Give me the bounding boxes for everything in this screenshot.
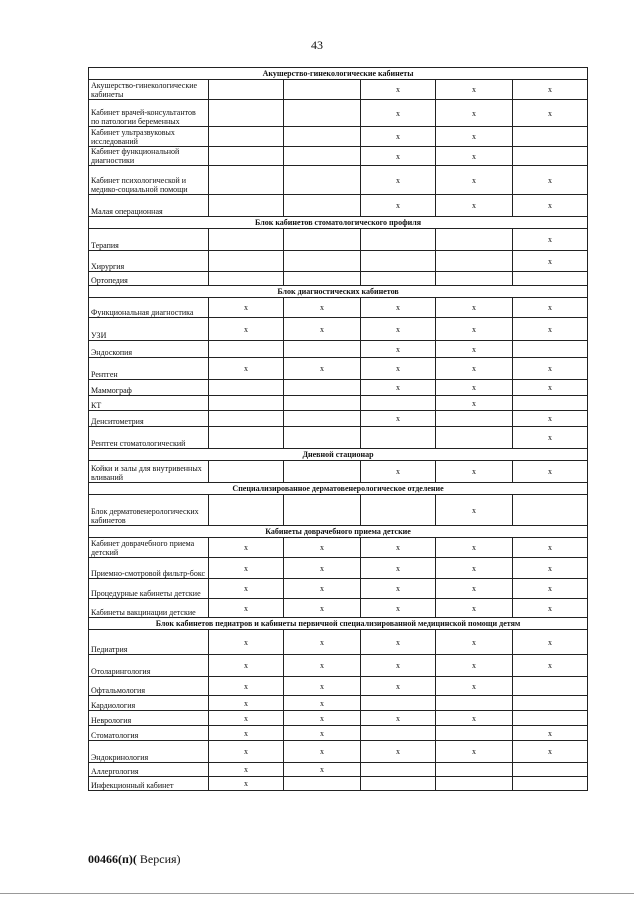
table-row <box>89 538 588 558</box>
table-row <box>89 558 588 579</box>
section-header <box>89 286 588 298</box>
section-title: Блок кабинетов педиатров и кабинеты первичной специализированной медицинской помощи детям <box>89 618 588 630</box>
section-header <box>89 217 588 229</box>
mark-cell: х <box>284 677 361 696</box>
mark-cell: х <box>436 100 513 127</box>
mark-cell <box>284 495 361 526</box>
mark-cell <box>284 341 361 358</box>
mark-cell <box>209 166 284 195</box>
mark-cell: х <box>209 741 284 763</box>
mark-cell: х <box>209 579 284 599</box>
table-row <box>89 677 588 696</box>
table-body <box>89 68 588 791</box>
mark-cell <box>209 272 284 286</box>
mark-cell <box>361 427 436 449</box>
mark-cell: х <box>284 655 361 677</box>
mark-cell: х <box>513 318 588 341</box>
mark-cell <box>436 251 513 272</box>
mark-cell <box>209 100 284 127</box>
row-name: Маммограф <box>89 380 209 396</box>
mark-cell: х <box>513 599 588 618</box>
table-row <box>89 127 588 147</box>
row-name: Акушерство-гинекологические кабинеты <box>89 80 209 100</box>
mark-cell: х <box>513 166 588 195</box>
mark-cell: х <box>513 741 588 763</box>
mark-cell: х <box>436 461 513 483</box>
mark-cell <box>513 711 588 726</box>
mark-cell: х <box>284 630 361 655</box>
row-name: Малая операционная <box>89 195 209 217</box>
mark-cell: х <box>361 411 436 427</box>
mark-cell <box>209 251 284 272</box>
mark-cell <box>513 777 588 791</box>
mark-cell <box>209 341 284 358</box>
mark-cell: х <box>513 229 588 251</box>
row-name: Хирургия <box>89 251 209 272</box>
mark-cell: х <box>436 341 513 358</box>
mark-cell: х <box>513 411 588 427</box>
mark-cell <box>513 147 588 166</box>
mark-cell <box>284 461 361 483</box>
mark-cell <box>209 229 284 251</box>
mark-cell: х <box>513 358 588 380</box>
mark-cell <box>284 127 361 147</box>
row-name: Приемно-смотровой фильтр-бокс <box>89 558 209 579</box>
mark-cell <box>361 696 436 711</box>
mark-cell: х <box>209 558 284 579</box>
mark-cell: х <box>436 80 513 100</box>
table-row <box>89 100 588 127</box>
mark-cell: х <box>361 677 436 696</box>
mark-cell: х <box>361 579 436 599</box>
table-row <box>89 166 588 195</box>
mark-cell: х <box>436 396 513 411</box>
mark-cell <box>209 127 284 147</box>
mark-cell: х <box>436 358 513 380</box>
mark-cell: х <box>513 579 588 599</box>
mark-cell: х <box>436 677 513 696</box>
section-title: Акушерство-гинекологические кабинеты <box>89 68 588 80</box>
row-name: Кабинет доврачебного приема детский <box>89 538 209 558</box>
row-name: Стоматология <box>89 726 209 741</box>
mark-cell: х <box>436 599 513 618</box>
mark-cell <box>284 251 361 272</box>
row-name: Ортопедия <box>89 272 209 286</box>
mark-cell: х <box>284 579 361 599</box>
mark-cell <box>513 272 588 286</box>
document-version: Версия) <box>136 852 181 866</box>
mark-cell: х <box>436 166 513 195</box>
mark-cell <box>361 777 436 791</box>
table-row <box>89 741 588 763</box>
table-row <box>89 358 588 380</box>
mark-cell <box>361 763 436 777</box>
page-number: 43 <box>311 38 323 52</box>
mark-cell: х <box>361 711 436 726</box>
mark-cell: х <box>436 630 513 655</box>
mark-cell: х <box>361 538 436 558</box>
mark-cell: х <box>209 726 284 741</box>
mark-cell: х <box>209 538 284 558</box>
table-row <box>89 763 588 777</box>
mark-cell: х <box>436 711 513 726</box>
table-row <box>89 726 588 741</box>
mark-cell: х <box>361 741 436 763</box>
mark-cell: х <box>436 579 513 599</box>
section-header <box>89 483 588 495</box>
equipment-table <box>88 67 588 791</box>
mark-cell: х <box>513 80 588 100</box>
mark-cell <box>361 229 436 251</box>
mark-cell <box>361 495 436 526</box>
row-name: Отоларингология <box>89 655 209 677</box>
mark-cell: х <box>209 777 284 791</box>
mark-cell <box>284 777 361 791</box>
row-name: Денситометрия <box>89 411 209 427</box>
row-name: Неврология <box>89 711 209 726</box>
mark-cell: х <box>209 677 284 696</box>
mark-cell <box>513 396 588 411</box>
section-header <box>89 68 588 80</box>
mark-cell <box>284 272 361 286</box>
mark-cell: х <box>284 741 361 763</box>
section-header <box>89 526 588 538</box>
row-name: Эндокринология <box>89 741 209 763</box>
row-name: Функциональная диагностика <box>89 298 209 318</box>
mark-cell: х <box>209 298 284 318</box>
mark-cell: х <box>284 599 361 618</box>
table-row <box>89 229 588 251</box>
mark-cell <box>284 80 361 100</box>
mark-cell <box>284 380 361 396</box>
mark-cell: х <box>436 147 513 166</box>
mark-cell: х <box>436 127 513 147</box>
mark-cell: х <box>284 763 361 777</box>
table-row <box>89 427 588 449</box>
mark-cell: х <box>361 147 436 166</box>
row-name: Терапия <box>89 229 209 251</box>
mark-cell: х <box>361 127 436 147</box>
mark-cell: х <box>513 558 588 579</box>
table-row <box>89 630 588 655</box>
mark-cell: х <box>361 195 436 217</box>
table-row <box>89 655 588 677</box>
mark-cell <box>284 166 361 195</box>
row-name: Кабинет психологической и медико-социальной помощи <box>89 166 209 195</box>
row-name: Кабинет функциональной диагностики <box>89 147 209 166</box>
row-name: Блок дерматовенерологических кабинетов <box>89 495 209 526</box>
mark-cell: х <box>284 298 361 318</box>
table-row <box>89 251 588 272</box>
mark-cell: х <box>361 298 436 318</box>
table-row <box>89 318 588 341</box>
mark-cell <box>436 411 513 427</box>
mark-cell: х <box>513 100 588 127</box>
row-name: Педиатрия <box>89 630 209 655</box>
mark-cell: х <box>513 427 588 449</box>
table-row <box>89 461 588 483</box>
mark-cell: х <box>209 655 284 677</box>
mark-cell: х <box>361 380 436 396</box>
mark-cell <box>513 696 588 711</box>
row-name: Койки и залы для внутривенных вливаний <box>89 461 209 483</box>
mark-cell <box>209 195 284 217</box>
row-name: КТ <box>89 396 209 411</box>
mark-cell <box>209 80 284 100</box>
mark-cell <box>284 396 361 411</box>
mark-cell <box>284 100 361 127</box>
mark-cell <box>284 411 361 427</box>
mark-cell <box>361 272 436 286</box>
mark-cell: х <box>513 298 588 318</box>
mark-cell: х <box>361 655 436 677</box>
mark-cell: х <box>436 495 513 526</box>
mark-cell: х <box>284 711 361 726</box>
row-name: Аллергология <box>89 763 209 777</box>
mark-cell: х <box>436 298 513 318</box>
table-row <box>89 599 588 618</box>
mark-cell: х <box>209 358 284 380</box>
mark-cell: х <box>361 80 436 100</box>
row-name: Рентген стоматологический <box>89 427 209 449</box>
mark-cell <box>513 763 588 777</box>
mark-cell <box>513 495 588 526</box>
mark-cell: х <box>361 341 436 358</box>
mark-cell <box>209 461 284 483</box>
mark-cell: х <box>209 696 284 711</box>
row-name: Офтальмология <box>89 677 209 696</box>
table-row <box>89 495 588 526</box>
mark-cell: х <box>513 461 588 483</box>
row-name: Кабинет врачей-консультантов по патологии беременных <box>89 100 209 127</box>
mark-cell: х <box>513 630 588 655</box>
mark-cell: х <box>436 380 513 396</box>
mark-cell: х <box>209 599 284 618</box>
mark-cell <box>284 195 361 217</box>
mark-cell <box>361 726 436 741</box>
table-row <box>89 147 588 166</box>
mark-cell <box>513 341 588 358</box>
mark-cell: х <box>361 358 436 380</box>
mark-cell: х <box>361 100 436 127</box>
row-name: Рентген <box>89 358 209 380</box>
mark-cell: х <box>361 558 436 579</box>
mark-cell: х <box>284 358 361 380</box>
row-name: Кардиология <box>89 696 209 711</box>
mark-cell: х <box>209 763 284 777</box>
mark-cell <box>209 427 284 449</box>
mark-cell: х <box>284 726 361 741</box>
table-row <box>89 579 588 599</box>
document-code-number: 00466(п)( <box>88 852 137 866</box>
mark-cell: х <box>284 696 361 711</box>
mark-cell: х <box>436 318 513 341</box>
mark-cell: х <box>209 318 284 341</box>
table-row <box>89 777 588 791</box>
mark-cell: х <box>284 558 361 579</box>
table-row <box>89 341 588 358</box>
mark-cell <box>436 427 513 449</box>
mark-cell: х <box>284 318 361 341</box>
mark-cell <box>436 726 513 741</box>
table-row <box>89 411 588 427</box>
mark-cell <box>361 396 436 411</box>
mark-cell <box>513 677 588 696</box>
row-name: Кабинет ультразвуковых исследований <box>89 127 209 147</box>
table-row <box>89 195 588 217</box>
mark-cell <box>209 396 284 411</box>
bottom-rule <box>0 893 634 894</box>
mark-cell: х <box>436 538 513 558</box>
row-name: Эндоскопия <box>89 341 209 358</box>
mark-cell <box>284 427 361 449</box>
section-title: Специализированное дерматовенерологическое отделение <box>89 483 588 495</box>
section-title: Блок диагностических кабинетов <box>89 286 588 298</box>
mark-cell: х <box>513 726 588 741</box>
mark-cell: х <box>209 711 284 726</box>
mark-cell <box>209 495 284 526</box>
row-name: Инфекционный кабинет <box>89 777 209 791</box>
table-row <box>89 80 588 100</box>
mark-cell: х <box>361 630 436 655</box>
table-row <box>89 272 588 286</box>
mark-cell: х <box>284 538 361 558</box>
mark-cell: х <box>436 195 513 217</box>
mark-cell <box>209 380 284 396</box>
mark-cell: х <box>513 251 588 272</box>
row-name: Процедурные кабинеты детские <box>89 579 209 599</box>
mark-cell: х <box>436 655 513 677</box>
section-title: Дневной стационар <box>89 449 588 461</box>
document-code <box>88 852 181 867</box>
mark-cell: х <box>361 461 436 483</box>
table-row <box>89 696 588 711</box>
row-name: Кабинеты вакцинации детские <box>89 599 209 618</box>
section-header <box>89 449 588 461</box>
mark-cell <box>436 229 513 251</box>
mark-cell: х <box>513 655 588 677</box>
section-header <box>89 618 588 630</box>
mark-cell: х <box>361 599 436 618</box>
table-row <box>89 298 588 318</box>
row-name: УЗИ <box>89 318 209 341</box>
table-row <box>89 396 588 411</box>
mark-cell: х <box>436 741 513 763</box>
mark-cell: х <box>361 166 436 195</box>
mark-cell <box>209 411 284 427</box>
table-row <box>89 380 588 396</box>
mark-cell <box>284 229 361 251</box>
mark-cell: х <box>209 630 284 655</box>
mark-cell: х <box>513 195 588 217</box>
mark-cell <box>361 251 436 272</box>
mark-cell <box>436 763 513 777</box>
table-row <box>89 711 588 726</box>
mark-cell <box>436 272 513 286</box>
mark-cell <box>284 147 361 166</box>
mark-cell <box>436 696 513 711</box>
mark-cell <box>513 127 588 147</box>
mark-cell: х <box>361 318 436 341</box>
section-title: Кабинеты доврачебного приема детские <box>89 526 588 538</box>
mark-cell <box>436 777 513 791</box>
section-title: Блок кабинетов стоматологического профиля <box>89 217 588 229</box>
mark-cell <box>209 147 284 166</box>
mark-cell: х <box>436 558 513 579</box>
mark-cell: х <box>513 538 588 558</box>
mark-cell: х <box>513 380 588 396</box>
